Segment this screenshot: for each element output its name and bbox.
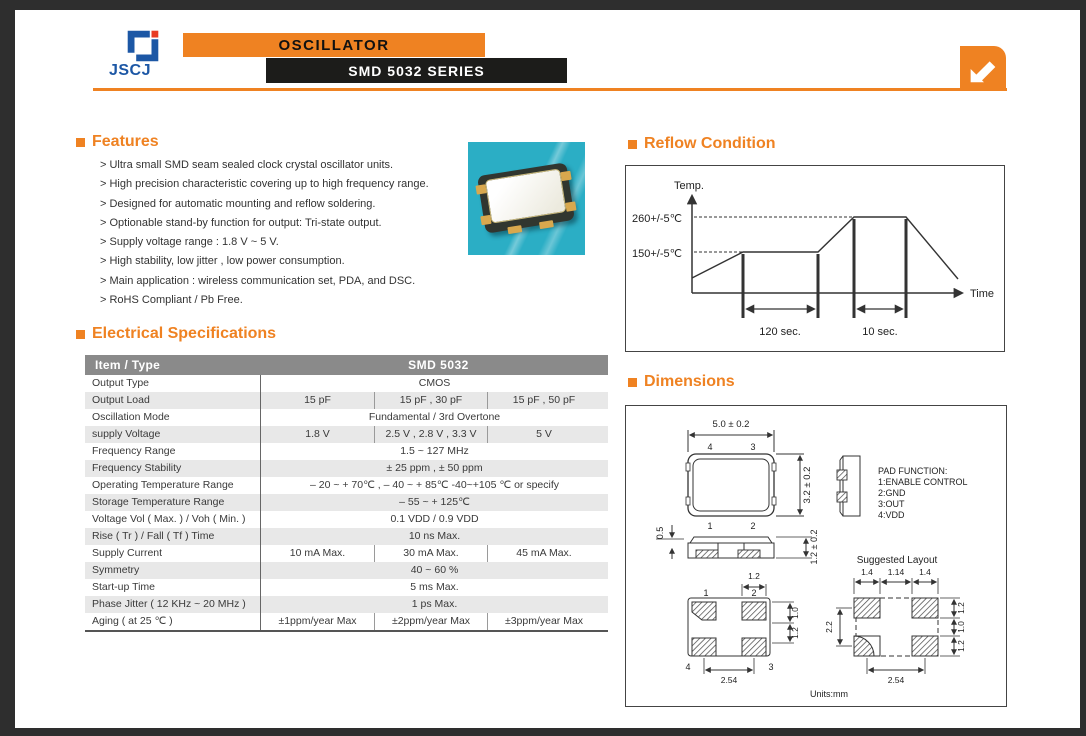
- spec-row-value: 5 V: [487, 426, 600, 443]
- suggested-layout-title: Suggested Layout: [856, 555, 938, 566]
- layout-dim: 1.0: [956, 621, 966, 633]
- spec-row-label: Voltage Vol ( Max. ) / Voh ( Min. ): [85, 511, 261, 528]
- spec-row: [85, 511, 608, 528]
- jscj-logo-icon: [125, 29, 161, 63]
- gold-pad: [539, 220, 554, 229]
- spec-row-value: ±3ppm/year Max: [487, 613, 600, 630]
- reflow-level-low-label: 150+/-5℃: [632, 248, 682, 260]
- dimensions-heading-label: Dimensions: [644, 373, 735, 390]
- feature-item: > Designed for automatic mounting and reflow soldering.: [100, 197, 376, 210]
- pad-function-line: 3:OUT: [878, 499, 905, 509]
- spec-row-value: CMOS: [418, 377, 451, 389]
- page-border-top: [0, 0, 1086, 10]
- reflow-heading: [628, 135, 776, 153]
- spec-row-label: Oscillation Mode: [85, 409, 261, 426]
- feature-item: > Ultra small SMD seam sealed clock crystal oscillator units.: [100, 159, 394, 171]
- spec-row-label: Rise ( Tr ) / Fall ( Tf ) Time: [85, 528, 261, 545]
- reflow-y-axis-label: Temp.: [674, 180, 704, 192]
- spec-row: [85, 426, 608, 443]
- spec-row: [85, 596, 608, 613]
- spec-row-value: 30 mA Max.: [374, 545, 487, 562]
- spec-row-label: Phase Jitter ( 12 KHz ~ 20 MHz ): [85, 596, 261, 613]
- layout-dim: 1.4: [861, 567, 873, 577]
- pad-function-line: 1:ENABLE CONTROL: [878, 477, 968, 487]
- spec-row: [85, 613, 608, 630]
- side-view-drawing: [656, 525, 812, 559]
- spec-row-value: ± 25 ppm , ± 50 ppm: [386, 462, 483, 474]
- reflow-figure: [625, 165, 1005, 352]
- square-bullet-icon: [76, 330, 85, 339]
- spec-row-label: Start-up Time: [85, 579, 261, 596]
- corner-tab: [960, 46, 1006, 90]
- profile-view-drawing: [837, 456, 860, 516]
- reflow-profile-chart: [626, 166, 1004, 351]
- product-category-label: OSCILLATOR: [278, 36, 390, 54]
- page-border-bottom: [0, 728, 1086, 736]
- square-bullet-icon: [76, 138, 85, 147]
- spec-row: [85, 562, 608, 579]
- spec-row: [85, 477, 608, 494]
- spec-row-label: supply Voltage: [85, 426, 261, 443]
- spec-row-value: 5 ms Max.: [410, 581, 459, 593]
- spec-table-body: [85, 375, 608, 630]
- feature-item: > Optionable stand-by function for output: Tri-state output.: [100, 216, 382, 229]
- bottom-view-right-dim: 1.0: [790, 607, 800, 619]
- suggested-layout-drawing: [836, 578, 960, 674]
- spec-row-value: 15 pF , 50 pF: [487, 392, 600, 409]
- brand-logo-text: JSCJ: [108, 62, 152, 79]
- square-bullet-icon: [628, 140, 637, 149]
- top-view-drawing: [686, 430, 804, 516]
- spec-col-series: SMD 5032: [408, 358, 469, 372]
- spec-row-label: Storage Temperature Range: [85, 494, 261, 511]
- gold-pad: [565, 201, 576, 211]
- spec-row-label: Frequency Range: [85, 443, 261, 460]
- spec-row-label: Supply Current: [85, 545, 261, 562]
- spec-row-label: Frequency Stability: [85, 460, 261, 477]
- bottom-view-right-dim: 1.2: [790, 627, 800, 639]
- reflow-level-high-label: 260+/-5℃: [632, 213, 682, 225]
- pin-number: 3: [750, 442, 756, 452]
- spec-row-value: – 55 ~ + 125℃: [399, 496, 470, 508]
- spec-col-item: Item / Type: [95, 358, 161, 372]
- gold-pad: [560, 171, 571, 181]
- gold-pad: [507, 225, 522, 234]
- series-label: SMD 5032 SERIES: [348, 62, 485, 79]
- reflow-heading-label: Reflow Condition: [644, 135, 776, 152]
- units-label: Units:mm: [810, 689, 848, 699]
- pad-function-line: 2:GND: [878, 488, 906, 498]
- spec-row-label: Output Load: [85, 392, 261, 409]
- spec-row: [85, 460, 608, 477]
- feature-item: > Supply voltage range : 1.8 V ~ 5 V.: [100, 236, 279, 249]
- reflow-axes: [692, 196, 962, 293]
- spec-row-label: Aging ( at 25 ℃ ): [85, 613, 261, 630]
- spec-row-value: 45 mA Max.: [487, 545, 600, 562]
- features-heading-label: Features: [92, 133, 159, 150]
- spec-row-value: ±1ppm/year Max: [278, 615, 357, 627]
- spec-row-value: 15 pF: [304, 394, 331, 406]
- spec-row-value: 1.8 V: [305, 428, 330, 440]
- product-category-banner: [183, 33, 485, 57]
- pin-number: 4: [707, 442, 713, 452]
- package-lid: [485, 168, 567, 223]
- bottom-view-pitch-dim: 2.54: [720, 675, 738, 685]
- layout-dim: 1.4: [919, 567, 931, 577]
- layout-dim: 1.14: [887, 567, 905, 577]
- electrical-heading-label: Electrical Specifications: [92, 325, 277, 342]
- spec-row-value: 15 pF , 30 pF: [374, 392, 487, 409]
- arrow-down-left-icon: [964, 49, 1002, 87]
- feature-item: > Main application : wireless communication set, PDA, and DSC.: [100, 274, 416, 287]
- series-banner: [266, 58, 567, 83]
- reflow-profile-curve: [692, 217, 958, 318]
- layout-dim: 2.2: [824, 621, 834, 633]
- spec-row-value: 1.5 ~ 127 MHz: [400, 445, 469, 457]
- spec-row-value: – 20 ~ + 70℃ , – 40 ~ + 85℃ -40~+105 ℃ or specify: [309, 479, 560, 491]
- spec-table: [85, 355, 608, 632]
- spec-row: [85, 579, 608, 596]
- spec-row: [85, 494, 608, 511]
- spec-row-value: 1 ps Max.: [411, 598, 458, 610]
- reflow-x-axis-label: Time: [970, 288, 995, 300]
- dimensions-drawing: [626, 406, 1006, 706]
- oscillator-package-image: [477, 162, 575, 233]
- side-view-lid-dim: 0.5: [655, 526, 665, 540]
- square-bullet-icon: [628, 378, 637, 387]
- page-border-left: [0, 0, 15, 736]
- spec-row-value: 0.1 VDD / 0.9 VDD: [390, 513, 479, 525]
- pin-number: 3: [768, 662, 774, 672]
- product-photo: [468, 142, 585, 255]
- spec-row-label: Operating Temperature Range: [85, 477, 261, 494]
- features-list: [100, 156, 475, 310]
- spec-row: [85, 528, 608, 545]
- dimensions-figure: [625, 405, 1007, 707]
- bottom-view-padwidth-dim: 1.2: [748, 571, 760, 581]
- spec-row-value: 10 ns Max.: [408, 530, 461, 542]
- spec-table-header: [85, 355, 608, 375]
- spec-row-value: ±2ppm/year Max: [374, 613, 487, 630]
- page-border-right: [1080, 0, 1086, 736]
- pin-number: 2: [750, 521, 756, 531]
- spec-row-value: 10 mA Max.: [289, 547, 346, 559]
- electrical-heading: [76, 325, 276, 343]
- header-divider: [93, 88, 1007, 91]
- layout-pitch-dim: 2.54: [887, 675, 905, 685]
- spec-row-label: Symmetry: [85, 562, 261, 579]
- top-view-width-dim: 5.0 ± 0.2: [712, 419, 750, 430]
- spec-row: [85, 392, 608, 409]
- reflow-duration-low-label: 120 sec.: [759, 326, 801, 338]
- feature-item: > High stability, low jitter , low power consumption.: [100, 255, 345, 268]
- pad-function-title: PAD FUNCTION:: [878, 466, 948, 476]
- pad-function-line: 4:VDD: [878, 510, 905, 520]
- pin-number: 4: [685, 662, 691, 672]
- feature-item: > RoHS Compliant / Pb Free.: [100, 294, 243, 307]
- pin-number: 1: [703, 588, 709, 598]
- side-view-height-dim: 1.2 ± 0.2: [809, 529, 819, 565]
- reflow-duration-high-label: 10 sec.: [862, 326, 898, 338]
- pin-number: 1: [707, 521, 713, 531]
- spec-row: [85, 545, 608, 562]
- feature-item: > High precision characteristic covering up to high frequency range.: [100, 178, 429, 191]
- top-view-height-dim: 3.2 ± 0.2: [802, 466, 813, 504]
- spec-row-value: 2.5 V , 2.8 V , 3.3 V: [374, 426, 487, 443]
- pin-number: 2: [751, 588, 757, 598]
- spec-row: [85, 375, 608, 392]
- layout-dim: 1.2: [956, 640, 966, 652]
- spec-row: [85, 409, 608, 426]
- spec-row: [85, 443, 608, 460]
- spec-row-value: 40 ~ 60 %: [410, 564, 459, 576]
- dimensions-heading: [628, 373, 735, 391]
- features-heading: [76, 133, 159, 151]
- spec-row-label: Output Type: [85, 375, 261, 392]
- layout-dim: 1.2: [956, 602, 966, 614]
- spec-row-value: Fundamental / 3rd Overtone: [368, 411, 501, 423]
